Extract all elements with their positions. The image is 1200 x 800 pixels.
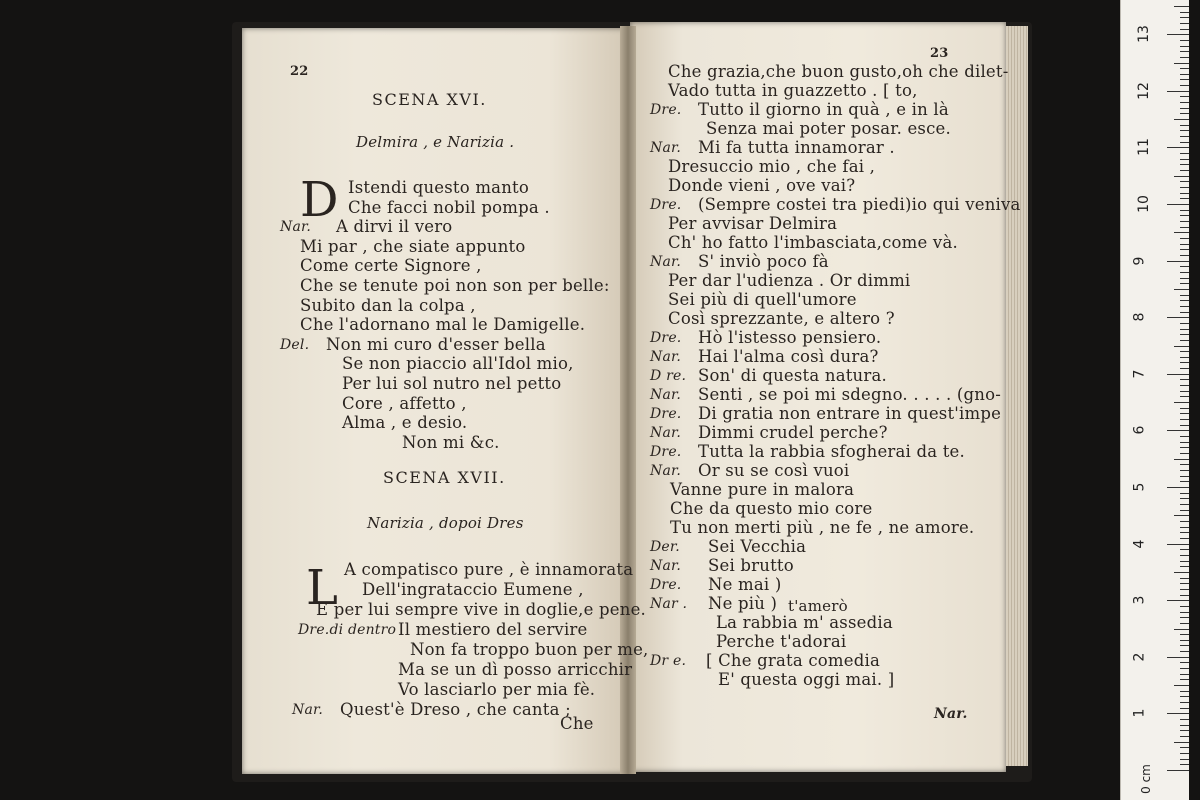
ruler-tick — [1180, 702, 1189, 703]
ruler-tick — [1180, 606, 1189, 607]
verse-line: Mi par , che siate appunto — [300, 236, 526, 256]
catchword: Che — [560, 714, 594, 733]
verse-line: Sei Vecchia — [708, 537, 807, 556]
verse-line: Ma se un dì posso arricchir — [398, 660, 633, 679]
ruler-tick — [1180, 244, 1189, 245]
ruler-tick — [1180, 17, 1189, 18]
ruler-tick — [1180, 617, 1189, 618]
ruler-tick — [1180, 623, 1189, 624]
ruler-tick — [1180, 504, 1189, 505]
ruler-tick — [1180, 170, 1189, 171]
ruler-tick — [1180, 130, 1189, 131]
ruler-tick — [1167, 317, 1189, 318]
ruler-tick — [1180, 493, 1189, 494]
ruler-tick — [1180, 566, 1189, 567]
ruler-tick — [1180, 51, 1189, 52]
ruler-tick — [1174, 629, 1189, 630]
speaker-label: Nar. — [280, 219, 312, 236]
verse-line: Senza mai poter posar. esce. — [706, 119, 951, 138]
verse-line: Senti , se poi mi sdegno. . . . . (gno- — [698, 385, 1002, 404]
verse-line: A compatisco pure , è innamorata — [344, 560, 634, 579]
verse-line: Ne più ) — [708, 594, 778, 613]
ruler-tick — [1180, 436, 1189, 437]
speaker-label: Dre. — [650, 444, 682, 460]
verse-line: Dell'ingrataccio Eumene , — [362, 580, 584, 599]
ruler-number: 1 — [1131, 708, 1148, 718]
ruler-tick — [1180, 136, 1189, 137]
ruler-unit: 0 cm — [1138, 764, 1153, 794]
ruler-tick — [1180, 57, 1189, 58]
ruler-tick — [1167, 374, 1189, 375]
ruler-tick — [1180, 708, 1189, 709]
speaker-label: Der. — [650, 539, 680, 555]
ruler-tick — [1180, 561, 1189, 562]
verse-line: La rabbia m' assedia — [716, 613, 893, 632]
speaker-label: Dre.di dentro — [298, 622, 397, 638]
ruler-tick — [1180, 215, 1189, 216]
ruler-tick — [1180, 453, 1189, 454]
verse-line: A dirvi il vero — [336, 217, 453, 237]
verse-line: Sei più di quell'umore — [668, 290, 857, 309]
ruler-tick — [1180, 238, 1189, 239]
ruler-number: 8 — [1131, 312, 1148, 322]
ruler-tick — [1180, 368, 1189, 369]
verse-line: Donde vieni , ove vai? — [668, 176, 856, 195]
ruler-number: 5 — [1131, 482, 1148, 492]
verse-line: Perche t'adorai — [716, 632, 847, 651]
ruler-number: 4 — [1131, 539, 1148, 549]
verse-line: E per lui sempre vive in doglie,e pene. — [316, 600, 646, 619]
verse-line: Vado tutta in guazzetto . [ to, — [668, 81, 918, 100]
ruler-tick — [1180, 510, 1189, 511]
ruler-tick — [1167, 600, 1189, 601]
speaker-label: Dre. — [650, 330, 682, 346]
bracket-note: t'amerò — [788, 597, 848, 615]
scene-characters: Delmira , e Narizia . — [356, 133, 515, 151]
verse-line: Come certe Signore , — [300, 256, 482, 276]
verse-line: Sei brutto — [708, 556, 794, 575]
ruler-tick — [1180, 68, 1189, 69]
verse-line: Or su se così vuoi — [698, 461, 850, 480]
ruler-tick — [1174, 685, 1189, 686]
ruler-tick — [1180, 227, 1189, 228]
ruler-tick — [1180, 396, 1189, 397]
ruler-tick — [1180, 187, 1189, 188]
ruler-tick — [1174, 515, 1189, 516]
drop-cap: L — [306, 560, 338, 616]
ruler-tick — [1180, 634, 1189, 635]
speaker-label: Nar. — [650, 254, 682, 270]
ruler-number: 10 — [1135, 195, 1152, 213]
ruler-tick — [1167, 261, 1189, 262]
ruler-tick — [1180, 23, 1189, 24]
ruler-tick — [1180, 283, 1189, 284]
ruler-tick — [1180, 340, 1189, 341]
ruler-tick — [1180, 108, 1189, 109]
ruler-tick — [1180, 736, 1189, 737]
ruler-tick — [1174, 119, 1189, 120]
ruler-tick — [1180, 408, 1189, 409]
ruler-tick — [1180, 674, 1189, 675]
ruler-tick — [1174, 402, 1189, 403]
ruler-tick — [1180, 583, 1189, 584]
scene-title: SCENA XVI. — [372, 90, 487, 109]
ruler-tick — [1174, 176, 1189, 177]
ruler-tick — [1180, 362, 1189, 363]
ruler-number: 12 — [1135, 81, 1152, 100]
ruler-tick — [1180, 102, 1189, 103]
ruler-tick — [1167, 91, 1189, 92]
ruler-tick — [1180, 464, 1189, 465]
ruler-tick — [1180, 181, 1189, 182]
ruler-tick — [1180, 79, 1189, 80]
ruler-tick — [1180, 153, 1189, 154]
verse-line: Per dar l'udienza . Or dimmi — [668, 271, 911, 290]
speaker-label: Nar. — [650, 387, 682, 403]
speaker-label: Nar. — [650, 425, 682, 441]
ruler-number: 13 — [1135, 25, 1152, 44]
ruler-tick — [1180, 255, 1189, 256]
speaker-label: Nar. — [650, 349, 682, 365]
speaker-label: Nar. — [292, 702, 324, 718]
speaker-label: Nar. — [650, 140, 682, 156]
verse-line: Non mi &c. — [402, 432, 500, 452]
ruler-number: 7 — [1131, 369, 1148, 379]
ruler-tick — [1180, 753, 1189, 754]
verse-line: Non mi curo d'esser bella — [326, 334, 546, 354]
ruler-tick — [1180, 589, 1189, 590]
ruler-tick — [1180, 759, 1189, 760]
ruler-tick — [1180, 696, 1189, 697]
ruler-tick — [1180, 142, 1189, 143]
ruler-tick — [1180, 532, 1189, 533]
ruler-tick — [1167, 713, 1189, 714]
ruler-tick — [1174, 459, 1189, 460]
ruler-tick — [1167, 770, 1189, 771]
ruler-tick — [1180, 476, 1189, 477]
ruler-tick — [1180, 747, 1189, 748]
verse-line: S' inviò poco fà — [698, 252, 829, 271]
ruler-tick — [1167, 544, 1189, 545]
ruler-tick — [1167, 147, 1189, 148]
verse-line: Core , affetto , — [342, 393, 467, 413]
page-number-left: 22 — [290, 64, 309, 79]
ruler-tick — [1180, 691, 1189, 692]
ruler-tick — [1180, 521, 1189, 522]
ruler-tick — [1180, 12, 1189, 13]
ruler-tick — [1180, 549, 1189, 550]
verse-line: E' questa oggi mai. ] — [718, 670, 895, 689]
ruler-tick — [1174, 6, 1189, 7]
ruler-tick — [1180, 719, 1189, 720]
verse-line: Subito dan la colpa , — [300, 295, 476, 315]
verse-line: [ Che grata comedia — [706, 651, 881, 670]
speaker-label: Dre. — [650, 102, 682, 118]
ruler-tick — [1167, 204, 1189, 205]
ruler-number: 2 — [1131, 652, 1148, 662]
verse-line: Tu non merti più , ne fe , ne amore. — [670, 518, 975, 537]
ruler-tick — [1174, 289, 1189, 290]
measuring-ruler — [1120, 0, 1189, 800]
drop-cap: D — [300, 172, 339, 228]
ruler-tick — [1180, 379, 1189, 380]
verse-line: Vo lasciarlo per mia fè. — [398, 680, 596, 699]
verse-line: Che se tenute poi non son per belle: — [300, 276, 610, 295]
ruler-tick — [1174, 346, 1189, 347]
verse-line: Alma , e desio. — [342, 413, 468, 433]
ruler-tick — [1180, 272, 1189, 273]
ruler-tick — [1180, 46, 1189, 47]
page-number-right: 23 — [930, 46, 949, 61]
ruler-tick — [1180, 730, 1189, 731]
scene-title: SCENA XVII. — [383, 468, 506, 487]
page-edges — [1006, 26, 1028, 766]
verse-line: Che l'adornano mal le Damigelle. — [300, 315, 586, 335]
verse-line: Ne mai ) — [708, 575, 782, 594]
ruler-tick — [1180, 413, 1189, 414]
ruler-tick — [1174, 742, 1189, 743]
verse-line: Per avvisar Delmira — [668, 214, 838, 233]
ruler-tick — [1180, 96, 1189, 97]
ruler-tick — [1180, 527, 1189, 528]
ruler-tick — [1180, 85, 1189, 86]
verse-line: Tutto il giorno in quà , e in là — [698, 100, 949, 119]
ruler-tick — [1180, 40, 1189, 41]
ruler-tick — [1180, 334, 1189, 335]
verse-line: Quest'è Dreso , che canta ; — [340, 700, 571, 719]
ruler-tick — [1174, 232, 1189, 233]
verse-line: (Sempre costei tra piedi)io qui veniva — [698, 195, 1021, 214]
ruler-tick — [1167, 430, 1189, 431]
verse-line: Dimmi crudel perche? — [698, 423, 888, 442]
ruler-tick — [1180, 481, 1189, 482]
ruler-tick — [1180, 595, 1189, 596]
speaker-label: Dre. — [650, 577, 682, 593]
ruler-tick — [1180, 312, 1189, 313]
ruler-tick — [1180, 323, 1189, 324]
ruler-tick — [1180, 210, 1189, 211]
verse-line: Di gratia non entrare in quest'impe — [698, 404, 1002, 423]
verse-line: Dresuccio mio , che fai , — [668, 157, 876, 176]
ruler-tick — [1167, 34, 1189, 35]
ruler-tick — [1180, 266, 1189, 267]
verse-line: Che facci nobil pompa . — [348, 197, 550, 217]
ruler-tick — [1180, 419, 1189, 420]
speaker-label: Dre. — [650, 197, 682, 213]
verse-line: Non fa troppo buon per me, — [410, 640, 649, 659]
ruler-tick — [1180, 668, 1189, 669]
speaker-label: Del. — [280, 336, 310, 353]
verse-line: Se non piaccio all'Idol mio, — [342, 354, 574, 374]
ruler-tick — [1180, 385, 1189, 386]
ruler-tick — [1180, 125, 1189, 126]
ruler-tick — [1180, 651, 1189, 652]
ruler-tick — [1180, 725, 1189, 726]
ruler-tick — [1180, 113, 1189, 114]
verse-line: Istendi questo manto — [348, 178, 529, 197]
ruler-tick — [1180, 74, 1189, 75]
ruler-tick — [1180, 425, 1189, 426]
ruler-number: 6 — [1131, 425, 1148, 435]
verse-line: Son' di questa natura. — [698, 366, 887, 385]
ruler-tick — [1180, 640, 1189, 641]
ruler-tick — [1180, 278, 1189, 279]
ruler-tick — [1180, 764, 1189, 765]
verse-line: Hai l'alma così dura? — [698, 347, 879, 366]
ruler-tick — [1180, 447, 1189, 448]
speaker-label: Nar. — [650, 463, 682, 479]
ruler-tick — [1180, 221, 1189, 222]
verse-line: Hò l'istesso pensiero. — [698, 328, 882, 347]
verse-line: Il mestiero del servire — [398, 620, 588, 639]
ruler-tick — [1180, 198, 1189, 199]
ruler-tick — [1180, 578, 1189, 579]
verse-line: Mi fa tutta innamorar . — [698, 138, 895, 157]
verse-line: Che da questo mio core — [670, 499, 873, 518]
ruler-tick — [1180, 159, 1189, 160]
speaker-label: Nar. — [650, 558, 682, 574]
ruler-tick — [1180, 351, 1189, 352]
ruler-tick — [1180, 442, 1189, 443]
ruler-tick — [1180, 295, 1189, 296]
verse-line: Che grazia,che buon gusto,oh che dilet- — [668, 62, 1009, 81]
ruler-tick — [1174, 572, 1189, 573]
ruler-tick — [1180, 538, 1189, 539]
ruler-tick — [1180, 357, 1189, 358]
ruler-tick — [1180, 612, 1189, 613]
speaker-label: Dr e. — [650, 653, 687, 669]
verse-line: Così sprezzante, e altero ? — [668, 309, 895, 328]
ruler-tick — [1180, 470, 1189, 471]
ruler-tick — [1180, 662, 1189, 663]
verse-line: Vanne pure in malora — [670, 480, 855, 499]
ruler-tick — [1180, 164, 1189, 165]
ruler-tick — [1180, 29, 1189, 30]
catchword: Nar. — [934, 706, 968, 722]
ruler-tick — [1180, 645, 1189, 646]
verse-line: Per lui sol nutro nel petto — [342, 374, 562, 393]
ruler-tick — [1180, 329, 1189, 330]
ruler-tick — [1180, 391, 1189, 392]
ruler-tick — [1180, 193, 1189, 194]
ruler-number: 9 — [1131, 256, 1148, 266]
verse-line: Tutta la rabbia sfogherai da te. — [698, 442, 965, 461]
ruler-tick — [1180, 300, 1189, 301]
ruler-number: 11 — [1135, 138, 1152, 157]
ruler-tick — [1180, 498, 1189, 499]
ruler-tick — [1180, 555, 1189, 556]
ruler-number: 3 — [1131, 595, 1148, 605]
speaker-label: D re. — [650, 368, 687, 384]
ruler-tick — [1180, 679, 1189, 680]
verse-line: Ch' ho fatto l'imbasciata,come và. — [668, 233, 958, 252]
ruler-tick — [1180, 249, 1189, 250]
speaker-label: Nar . — [650, 596, 688, 612]
scene-characters: Narizia , dopoi Dres — [367, 514, 524, 532]
ruler-tick — [1167, 657, 1189, 658]
speaker-label: Dre. — [650, 406, 682, 422]
ruler-tick — [1167, 487, 1189, 488]
ruler-tick — [1180, 306, 1189, 307]
ruler-tick — [1174, 63, 1189, 64]
